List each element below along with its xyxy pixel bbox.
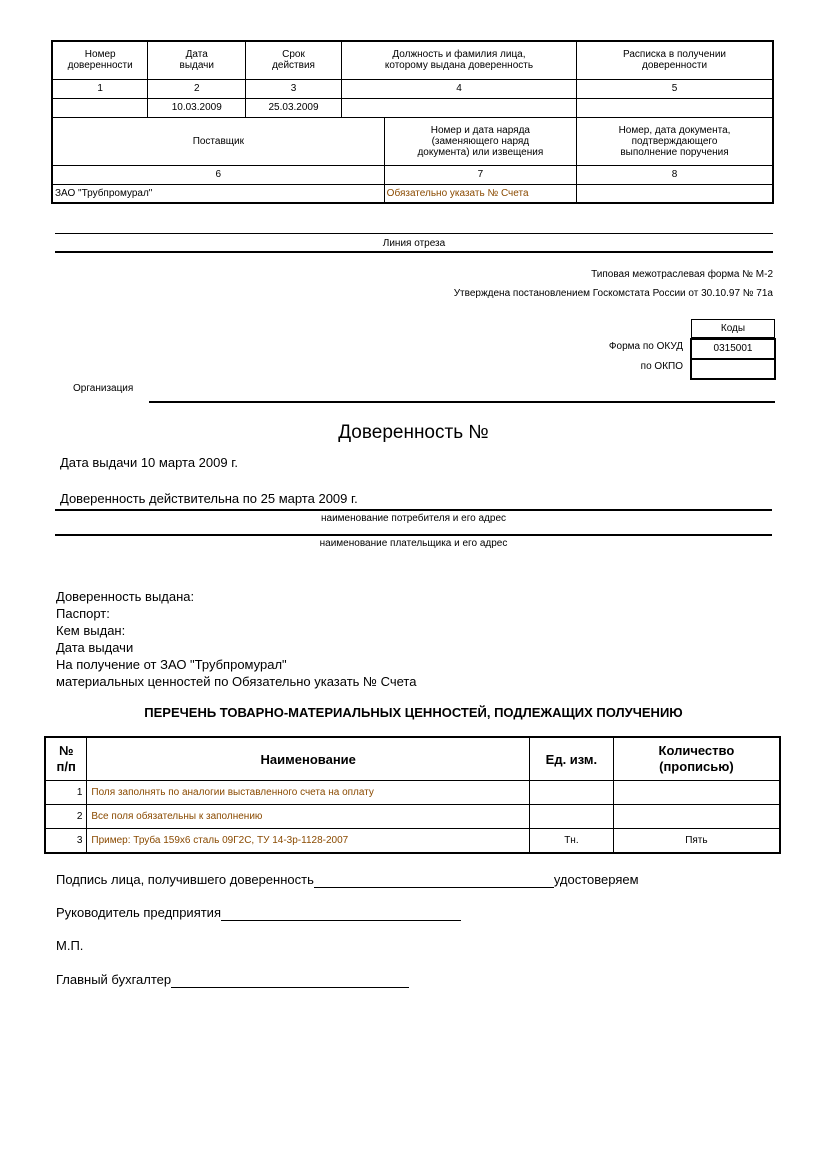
table-row bbox=[45, 781, 780, 805]
stub-header-term: Срок действия bbox=[246, 41, 342, 79]
head-signature-line[interactable] bbox=[221, 905, 461, 921]
goods-header-num: № п/п bbox=[45, 737, 87, 781]
payer-caption: наименование плательщика и его адрес bbox=[319, 538, 508, 549]
issued-by: Кем выдан: bbox=[56, 623, 126, 638]
organization-label: Организация bbox=[73, 383, 134, 394]
goods-row-unit[interactable]: Тн. bbox=[530, 829, 614, 854]
stub-num-5: 5 bbox=[577, 79, 773, 98]
goods-row-qty[interactable] bbox=[613, 781, 780, 805]
cut-line-top bbox=[55, 233, 773, 234]
stub-header-date: Дата выдачи bbox=[148, 41, 246, 79]
valid-until: Доверенность действительна по 25 марта 2009 г. bbox=[60, 491, 358, 506]
stub-num-4: 4 bbox=[341, 79, 576, 98]
stub-table bbox=[51, 40, 774, 204]
cut-line-bottom bbox=[55, 251, 773, 253]
okpo-label: по ОКПО bbox=[640, 361, 683, 372]
passport-date: Дата выдачи bbox=[56, 640, 134, 655]
consumer-line[interactable] bbox=[55, 509, 772, 511]
stub-cell-receipt[interactable] bbox=[577, 98, 773, 117]
stub-num-2: 2 bbox=[148, 79, 246, 98]
goods-row-num: 1 bbox=[45, 781, 87, 805]
form-approved: Утверждена постановлением Госкомстата России от 30.10.97 № 71а bbox=[453, 288, 773, 299]
payer-line[interactable] bbox=[55, 534, 772, 536]
goods-row-name[interactable]: Все поля обязательны к заполнению bbox=[87, 805, 530, 829]
stub-num-8: 8 bbox=[577, 165, 773, 184]
okpo-value[interactable] bbox=[690, 358, 776, 380]
organization-line[interactable] bbox=[149, 401, 775, 403]
table-row bbox=[45, 805, 780, 829]
goods-header-qty: Количество (прописью) bbox=[613, 737, 780, 781]
codes-header: Коды bbox=[691, 319, 775, 338]
stub-num-6: 6 bbox=[52, 165, 384, 184]
goods-row-qty[interactable]: Пять bbox=[613, 829, 780, 854]
stub-header-order: Номер и дата наряда (заменяющего наряд документа) или извещения bbox=[384, 117, 576, 165]
form-type: Типовая межотраслевая форма № М-2 bbox=[591, 269, 773, 280]
goods-header-unit: Ед. изм. bbox=[530, 737, 614, 781]
stub-header-supplier: Поставщик bbox=[52, 117, 384, 165]
goods-row-name[interactable]: Поля заполнять по аналогии выставленного счета на оплату bbox=[87, 781, 530, 805]
accountant-signature-line[interactable] bbox=[171, 972, 409, 988]
stub-cell-document[interactable] bbox=[577, 184, 773, 203]
document-title: Доверенность № bbox=[338, 422, 489, 443]
goods-header-name: Наименование bbox=[87, 737, 530, 781]
goods-row-unit[interactable] bbox=[530, 805, 614, 829]
head-signature-row bbox=[56, 905, 461, 921]
goods-row-num: 2 bbox=[45, 805, 87, 829]
accountant-signature-label: Главный бухгалтер bbox=[56, 972, 172, 987]
goods-row-num: 3 bbox=[45, 829, 87, 854]
issued-block bbox=[56, 588, 416, 690]
stub-cell-term[interactable]: 25.03.2009 bbox=[246, 98, 342, 117]
passport: Паспорт: bbox=[56, 606, 110, 621]
stub-cell-date[interactable]: 10.03.2009 bbox=[148, 98, 246, 117]
okud-value[interactable]: 0315001 bbox=[690, 338, 776, 360]
stub-cell-supplier[interactable]: ЗАО "Трубпромурал" bbox=[52, 184, 384, 203]
goods-title: ПЕРЕЧЕНЬ ТОВАРНО-МАТЕРИАЛЬНЫХ ЦЕННОСТЕЙ, ПОДЛЕЖАЩИХ ПОЛУЧЕНИЮ bbox=[144, 705, 683, 720]
stub-num-3: 3 bbox=[246, 79, 342, 98]
goods-row-name[interactable]: Пример: Труба 159х6 сталь 09Г2С, ТУ 14-3р-1128-2007 bbox=[87, 829, 530, 854]
stamp-label: М.П. bbox=[56, 938, 84, 953]
stub-num-1: 1 bbox=[52, 79, 148, 98]
stub-header-document: Номер, дата документа, подтверждающего выполнение поручения bbox=[577, 117, 773, 165]
cut-line-label: Линия отреза bbox=[382, 238, 446, 249]
head-signature-label: Руководитель предприятия bbox=[56, 905, 221, 920]
stub-cell-order[interactable]: Обязательно указать № Счета bbox=[384, 184, 576, 203]
goods-row-qty[interactable] bbox=[613, 805, 780, 829]
stub-num-7: 7 bbox=[384, 165, 576, 184]
recipient-signature-label: Подпись лица, получившего доверенность bbox=[56, 872, 314, 887]
materials-by: материальных ценностей по Обязательно указать № Счета bbox=[56, 674, 417, 689]
accountant-signature-row bbox=[56, 972, 409, 988]
okud-label: Форма по ОКУД bbox=[608, 341, 683, 352]
stub-header-number: Номер доверенности bbox=[52, 41, 148, 79]
stub-header-receipt: Расписка в получении доверенности bbox=[577, 41, 773, 79]
stub-cell-number[interactable] bbox=[52, 98, 148, 117]
issue-date: Дата выдачи 10 марта 2009 г. bbox=[60, 455, 238, 470]
issued-to: Доверенность выдана: bbox=[56, 589, 195, 604]
recipient-signature-line[interactable] bbox=[314, 872, 554, 888]
receive-from: На получение от ЗАО "Трубпромурал" bbox=[56, 657, 287, 672]
consumer-caption: наименование потребителя и его адрес bbox=[321, 513, 506, 524]
stub-header-person: Должность и фамилия лица, которому выдана доверенность bbox=[341, 41, 576, 79]
table-row bbox=[45, 829, 780, 854]
recipient-signature-suffix: удостоверяем bbox=[553, 872, 639, 887]
goods-table bbox=[44, 736, 781, 854]
stub-cell-person[interactable] bbox=[341, 98, 576, 117]
recipient-signature-row bbox=[56, 872, 639, 888]
goods-row-unit[interactable] bbox=[530, 781, 614, 805]
